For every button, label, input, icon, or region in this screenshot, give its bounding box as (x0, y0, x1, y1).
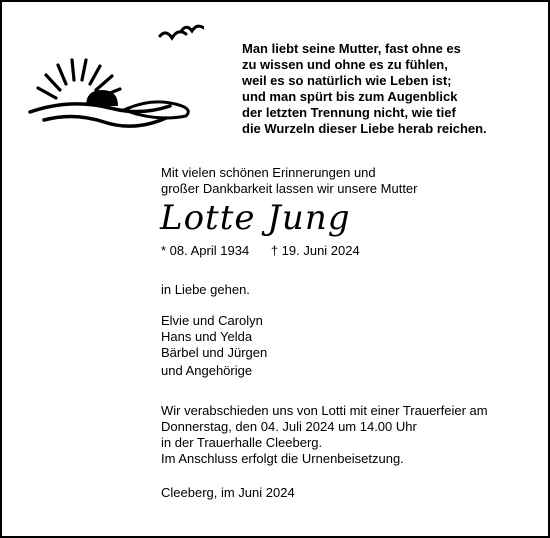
life-dates (161, 243, 360, 259)
sunset-sea-illustration (24, 20, 204, 130)
service-line: Im Anschluss erfolgt die Urnenbeisetzung. (161, 451, 404, 466)
intro-text (161, 165, 418, 197)
service-line: in der Trauerhalle Cleeberg. (161, 435, 323, 450)
quote-line: zu wissen und ohne es zu fühlen, (242, 57, 448, 72)
family-list (161, 313, 267, 361)
relatives-line: und Angehörige (161, 363, 253, 378)
intro-line: Mit vielen schönen Erinnerungen und (161, 165, 376, 180)
poem-quote (242, 41, 542, 137)
birth-date: * 08. April 1934 (161, 243, 250, 258)
quote-line: und man spürt bis zum Augenblick (242, 89, 458, 104)
family-line: Hans und Yelda (161, 329, 253, 344)
service-info (161, 403, 488, 467)
death-date: † 19. Juni 2024 (270, 243, 360, 258)
deceased-name: Lotte Jung (160, 198, 351, 238)
service-line: Donnerstag, den 04. Juli 2024 um 14.00 Uhr (161, 419, 417, 434)
quote-line: die Wurzeln dieser Liebe herab reichen. (242, 121, 487, 136)
family-line: Bärbel und Jürgen (161, 345, 268, 360)
quote-line: Man liebt seine Mutter, fast ohne es (242, 41, 461, 56)
closing-phrase: in Liebe gehen. (161, 282, 250, 297)
service-line: Wir verabschieden uns von Lotti mit einer Trauerfeier am (161, 403, 488, 418)
birds-icon (160, 26, 204, 38)
intro-line: großer Dankbarkeit lassen wir unsere Mutter (161, 181, 418, 196)
family-line: Elvie und Carolyn (161, 313, 263, 328)
waves (30, 104, 170, 126)
quote-line: der letzten Trennung nicht, wie tief (242, 105, 456, 120)
place-date: Cleeberg, im Juni 2024 (161, 485, 295, 500)
quote-line: weil es so natürlich wie Leben ist; (242, 73, 452, 88)
